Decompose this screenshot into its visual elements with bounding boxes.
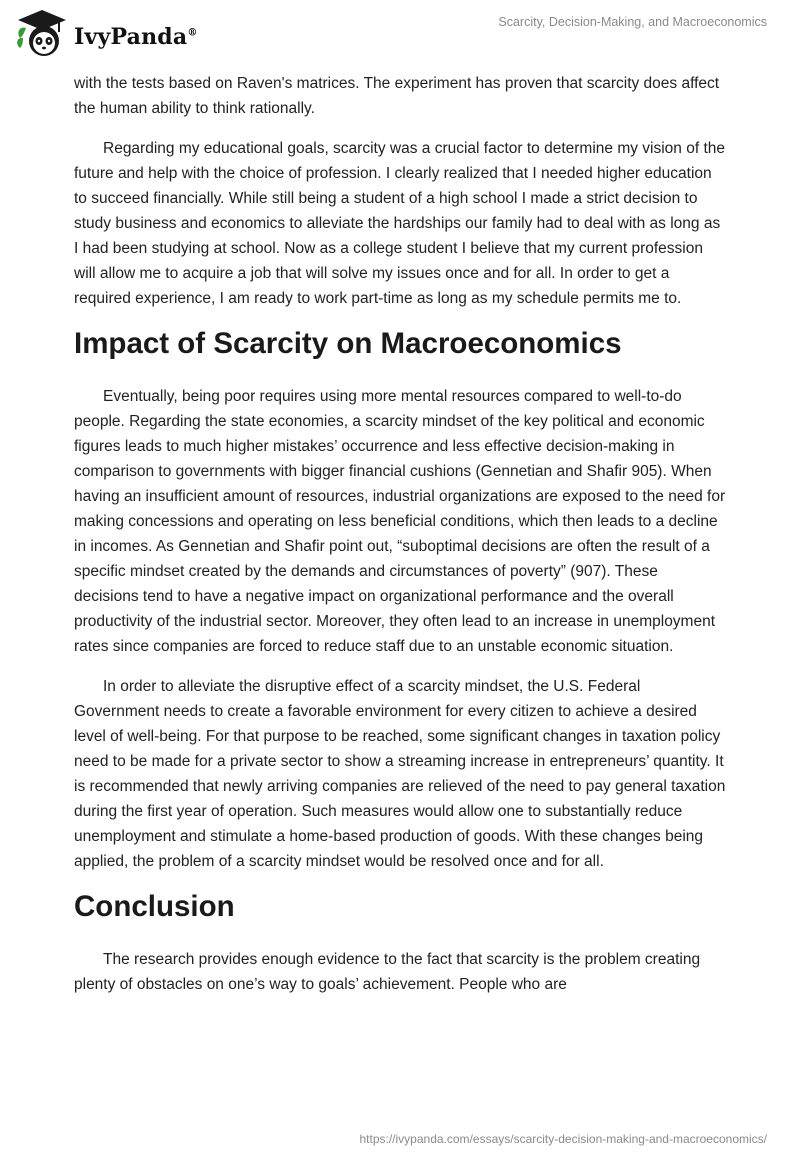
section-heading: Conclusion (74, 890, 235, 923)
paragraph: The research provides enough evidence to the fact that scarcity is the problem creating plenty of obstacles on one’s way to goals’ achievement. People who are (74, 951, 701, 993)
page-header (0, 0, 800, 70)
panda-graduation-cap-icon (14, 8, 70, 60)
ivypanda-logo[interactable] (14, 8, 198, 60)
paragraph: In order to alleviate the disruptive effect of a scarcity mindset, the U.S. Federal Government needs to create a favorable environment for every citizen to achieve a desired level of well-being. For that purpose to be reached, some significant changes in taxation policy need to be made for a private sector to show a streaming increase in entrepreneurs’ quantity. It is recommended that newly arriving companies are relieved of the need to pay general taxation during the first year of operation. Such measures would allow one to substantially reduce unemployment and stimulate a home-based production of goods. With these changes being applied, the problem of a scarcity mindset would be resolved once and for all. (74, 678, 726, 870)
paragraph: Regarding my educational goals, scarcity was a crucial factor to determine my vision of the future and help with the choice of profession. I clearly realized that I needed higher education to succeed financially. While still being a student of a high school I made a strict decision to study business and economics to alleviate the hardships our family had to deal with as long as I had been studying at school. Now as a college student I believe that my current profession will allow me to acquire a job that will solve my issues once and for all. In order to get a required experience, I am ready to work part-time as long as my schedule permits me to. (74, 140, 726, 307)
brand-name: IvyPanda® (74, 24, 198, 50)
paragraph: Eventually, being poor requires using more mental resources compared to well-to-do people. Regarding the state economies, a scarcity mindset of the key political and economic figures leads to much higher mistakes’ occurrence and less effective decision-making in comparison to governments with bigger financial cushions (Gennetian and Shafir 905). When having an insufficient amount of resources, industrial organizations are exposed to the need for making concessions and operating on less beneficial conditions, which then leads to a decline in incomes. As Gennetian and Shafir point out, “suboptimal decisions are often the result of a specific mindset created by the demands and circumstances of poverty” (907). These decisions tend to have a negative impact on organizational performance and the overall productivity of the industrial sector. Moreover, they often lead to an increase in unemployment rates since companies are forced to reduce staff due to an unstable economic situation. (74, 388, 726, 655)
section-heading: Impact of Scarcity on Macroeconomics (74, 327, 622, 360)
essay-body (74, 71, 726, 1012)
footer-url[interactable]: https://ivypanda.com/essays/scarcity-decision-making-and-macroeconomics/ (359, 1132, 767, 1146)
document-title: Scarcity, Decision-Making, and Macroeconomics (498, 15, 767, 29)
paragraph: with the tests based on Raven's matrices. The experiment has proven that scarcity does affect the human ability to think rationally. (74, 75, 720, 117)
